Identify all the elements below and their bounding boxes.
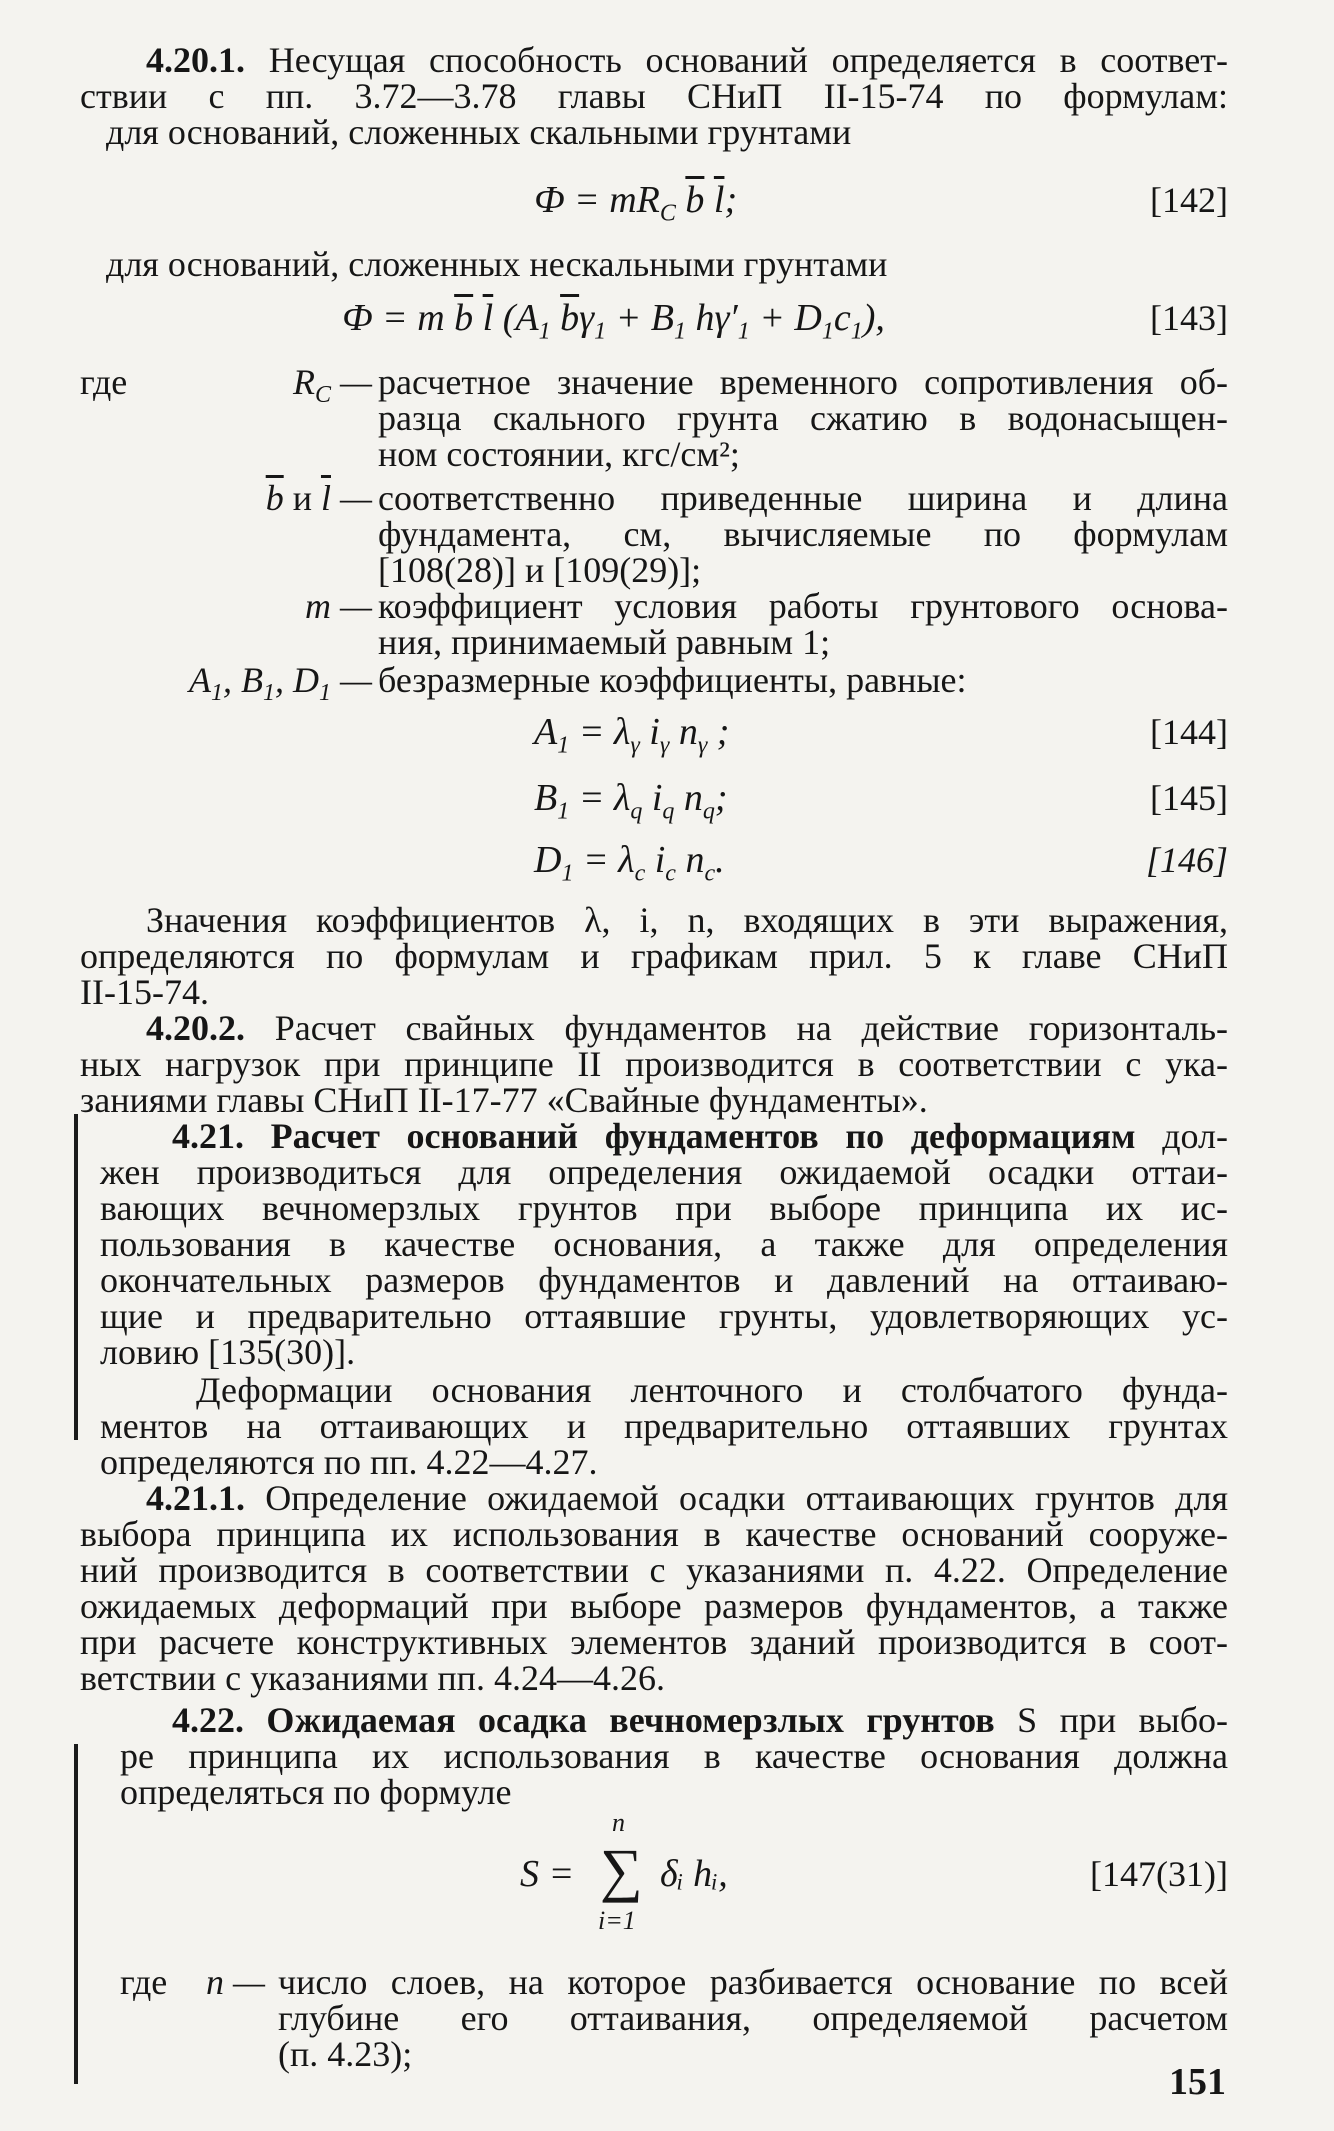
def-b-l-line-2: фундамента, см, вычисляемые по формулам	[378, 514, 1228, 554]
paragraph-4-21-1-line-3: ний производится в соответствии с указаниями п. 4.22. Определение	[80, 1550, 1228, 1590]
paragraph-4-21-line-3: вающих вечномерзлых грунтов при выборе принципа их ис-	[100, 1188, 1228, 1228]
paragraph-4-22-line-3: определяться по формуле	[120, 1772, 512, 1812]
def-b-l-line-3: [108(28)] и [109(29)];	[378, 550, 702, 590]
def-term-m: m —	[304, 586, 372, 626]
paragraph-4-21-1-line-4: ожидаемых деформаций при выборе размеров фундаментов, а также	[80, 1586, 1228, 1626]
paragraph-4-21-1-line-2: выбора принципа их использования в качестве оснований сооруже-	[80, 1514, 1228, 1554]
paragraph-4-21-line-5: окончательных размеров фундаментов и давлений на оттаиваю-	[100, 1260, 1228, 1300]
def-n-line-2: глубине его оттаивания, определяемой расчетом	[278, 1998, 1228, 2038]
equation-145-number: [145]	[1150, 778, 1228, 818]
paragraph-values-line-3: II-15-74.	[80, 972, 209, 1012]
def-n-line-1: число слоев, на которое разбивается основание по всей	[278, 1962, 1228, 2002]
equation-144: $A_1 = \lambda_\gamma$ $i_\gamma$ $n_\gamma$ ;	[534, 711, 730, 759]
equation-142-number: [142]	[1150, 180, 1228, 220]
equation-145: $B_1 = \lambda_q$ $i_q$ $n_q$;	[534, 777, 728, 825]
equation-146-number: [146]	[1145, 840, 1228, 880]
where-label: где	[80, 362, 128, 402]
paragraph-4-22-line-1: 4.22. Ожидаемая осадка вечномерзлых грунтов S при выбо-	[172, 1700, 1229, 1740]
equation-147-number: [147(31)]	[1090, 1854, 1228, 1894]
def-term-rc: $R_C$ —	[292, 362, 372, 409]
paragraph-4-21-1-line-6: ветствии с указаниями пп. 4.24—4.26.	[80, 1658, 665, 1698]
paragraph-4-20-1-line-1: 4.20.1. Несущая способность оснований определяется в соответ-	[146, 40, 1228, 80]
sigma-icon: ∑	[600, 1837, 643, 1903]
where-label-2: где	[120, 1962, 168, 2002]
equation-146: $D_1 = \lambda_c$ $i_c$ $n_c$.	[534, 839, 725, 887]
text-nonrock-foundations: для оснований, сложенных нескальными грунтами	[106, 244, 888, 284]
change-bar-4-21	[74, 1114, 78, 1440]
def-b-l-line-1: соответственно приведенные ширина и длина	[378, 478, 1228, 518]
paragraph-4-20-1-line-3: для оснований, сложенных скальными грунтами	[106, 112, 852, 152]
paragraph-4-20-2-line-2: ных нагрузок при принципе II производится в соответствии с ука-	[80, 1044, 1228, 1084]
equation-143: Ф = m $\overline{b}$ $\overline{l}$ ($A_1$ $\overline{b}\gamma_1 + B_1$ $h\gamma'_1 + D_1c_1$),	[342, 297, 885, 345]
paragraph-4-22-line-2: ре принципа их использования в качестве основания должна	[120, 1736, 1228, 1776]
equation-143-number: [143]	[1150, 298, 1228, 338]
equation-147-lhs: S =	[520, 1853, 575, 1895]
def-term-n: n —	[206, 1962, 266, 2002]
paragraph-4-21-line-4: пользования в качестве основания, а также для определения	[100, 1224, 1228, 1264]
paragraph-4-21-line-7: ловию [135(30)].	[100, 1332, 356, 1372]
paragraph-values-line-2: определяются по формулам и графикам прил. 5 к главе СНиП	[80, 936, 1228, 976]
paragraph-4-21-1-line-5: при расчете конструктивных элементов зданий производится в соот-	[80, 1622, 1228, 1662]
paragraph-deformations-line-2: ментов на оттаивающих и предварительно оттаявших грунтах	[100, 1406, 1228, 1446]
def-term-a-b-d: $A_1$, $B_1$, $D_1$ —	[188, 660, 372, 707]
paragraph-4-20-2-line-1: 4.20.2. Расчет свайных фундаментов на действие горизонталь-	[146, 1008, 1228, 1048]
page-number: 151	[1169, 2061, 1226, 2103]
def-rc-line-1: расчетное значение временного сопротивления об-	[378, 362, 1228, 402]
def-rc-line-3: ном состоянии, кгс/см²;	[378, 434, 740, 474]
change-bar-4-22	[74, 1744, 78, 2084]
paragraph-4-20-2-line-3: заниями главы СНиП II-17-77 «Свайные фундаменты».	[80, 1080, 928, 1120]
def-n-line-3: (п. 4.23);	[278, 2034, 413, 2074]
equation-147-sum-top: n	[612, 1808, 625, 1837]
paragraph-4-20-1-line-2: ствии с пп. 3.72—3.78 главы СНиП II-15-74 по формулам:	[80, 76, 1228, 116]
paragraph-4-21-line-1: 4.21. Расчет оснований фундаментов по деформациям дол-	[172, 1116, 1228, 1156]
equation-147-sum-bottom: i=1	[598, 1906, 636, 1935]
def-m-line-2: ния, принимаемый равным 1;	[378, 622, 831, 662]
equation-142: $Ф = mR_C$ $\overline{b}$ $\overline{l}$;	[534, 179, 738, 227]
def-term-b-l: $\overline{b}$ и $\overline{l}$ —	[265, 478, 372, 518]
paragraph-deformations-line-3: определяются по пп. 4.22—4.27.	[100, 1442, 598, 1482]
paragraph-deformations-line-1: Деформации основания ленточного и столбчатого фунда-	[196, 1370, 1228, 1410]
def-a-b-d-line-1: безразмерные коэффициенты, равные:	[378, 660, 967, 700]
paragraph-values-line-1: Значения коэффициентов λ, i, n, входящих в эти выражения,	[146, 900, 1228, 940]
paragraph-4-21-line-6: щие и предварительно оттаявшие грунты, удовлетворяющих ус-	[100, 1296, 1228, 1336]
def-rc-line-2: разца скального грунта сжатию в водонасыщен-	[378, 398, 1228, 438]
paragraph-4-21-1-line-1: 4.21.1. Определение ожидаемой осадки оттаивающих грунтов для	[146, 1478, 1228, 1518]
equation-144-number: [144]	[1150, 712, 1228, 752]
paragraph-4-21-line-2: жен производиться для определения ожидаемой осадки оттаи-	[100, 1152, 1228, 1192]
def-m-line-1: коэффициент условия работы грунтового основа-	[378, 586, 1228, 626]
equation-147-rhs: δᵢ hᵢ,	[660, 1853, 728, 1895]
